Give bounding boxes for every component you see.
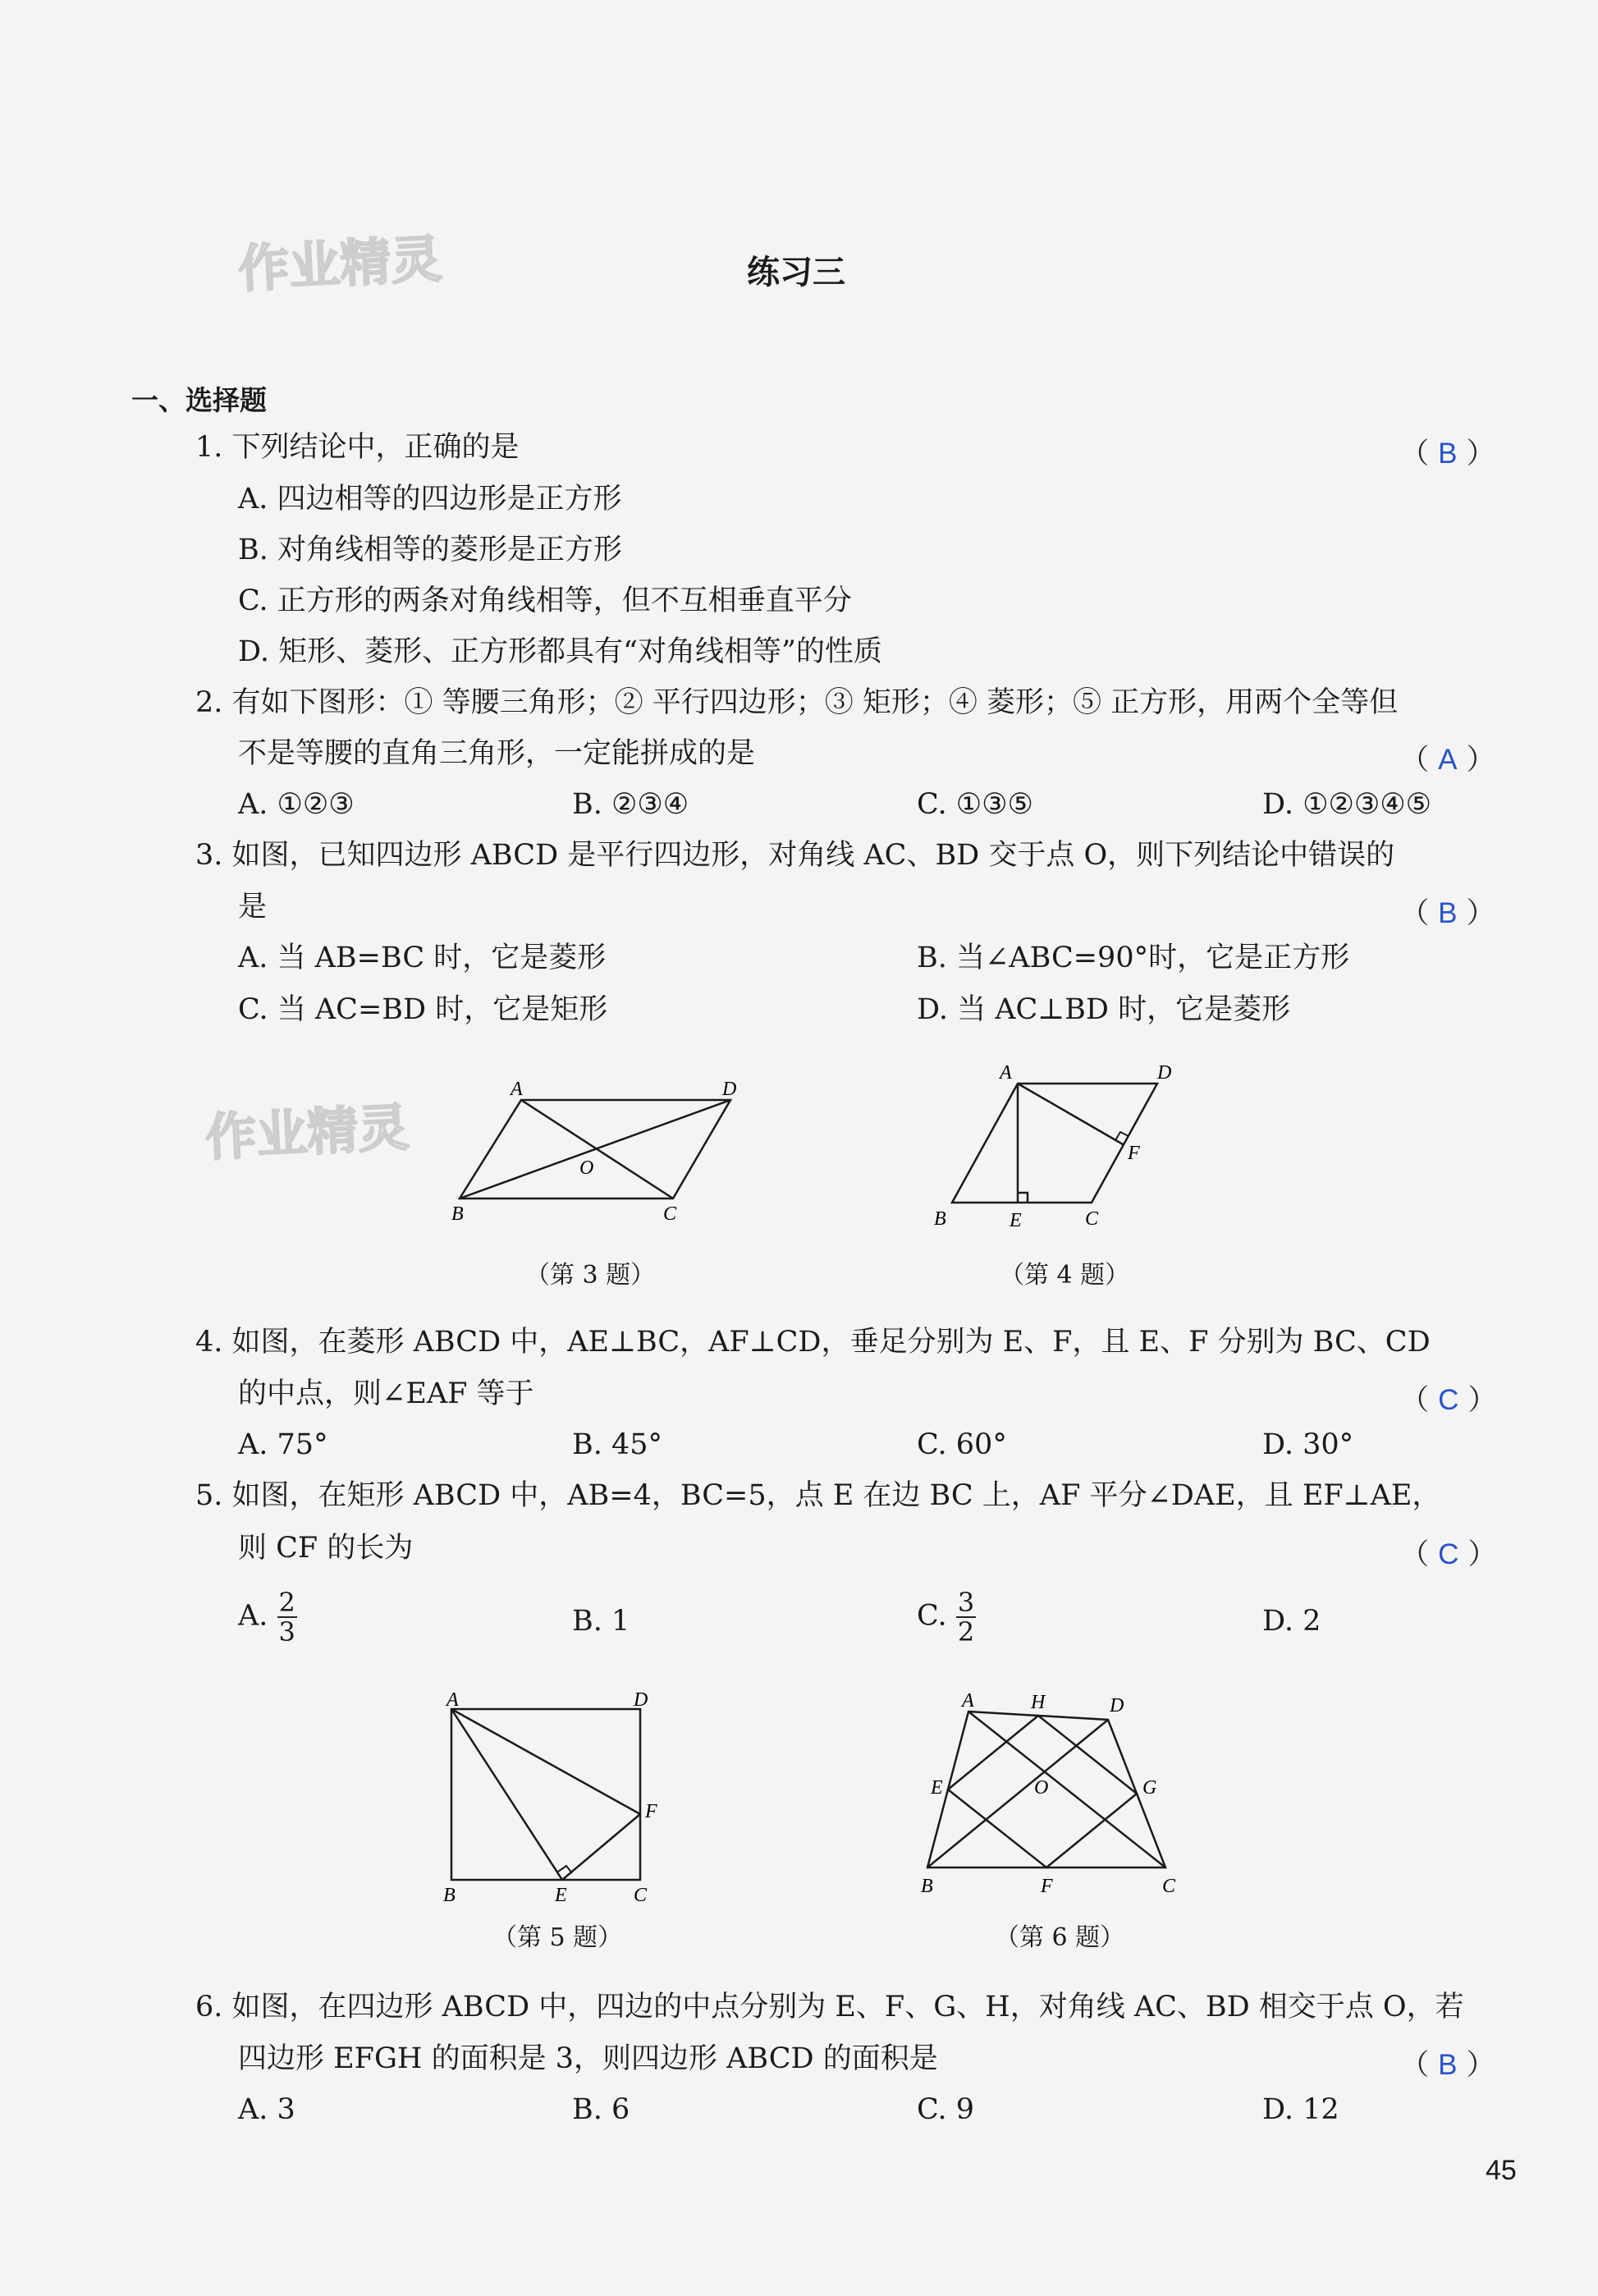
q1-option-c: C. 正方形的两条对角线相等，但不互相垂直平分 bbox=[238, 584, 852, 617]
label-d: D bbox=[634, 1691, 648, 1711]
q5-answer-box: （ C ） bbox=[1400, 1538, 1497, 1571]
q6-option-b: B. 6 bbox=[572, 2093, 630, 2126]
diagonal-bd bbox=[460, 1100, 730, 1198]
q3-option-c: C. 当 AC=BD 时，它是矩形 bbox=[238, 993, 608, 1026]
segment-af bbox=[451, 1709, 640, 1814]
q3-stem-line1: 3. 如图，已知四边形 ABCD 是平行四边形，对角线 AC、BD 交于点 O，则下列结论中错误的 bbox=[195, 839, 1395, 872]
q4-option-d: D. 30° bbox=[1262, 1428, 1354, 1461]
q2-option-b: B. ②③④ bbox=[572, 788, 689, 821]
q6-option-d: D. 12 bbox=[1262, 2093, 1339, 2126]
label-e: E bbox=[1010, 1210, 1022, 1231]
q5-option-a-label: A. bbox=[238, 1599, 268, 1633]
right-angle-mark-e bbox=[1018, 1193, 1028, 1203]
q4-stem-line1: 4. 如图，在菱形 ABCD 中，AE⊥BC，AF⊥CD，垂足分别为 E、F，且 E、F 分别为 BC、CD bbox=[195, 1326, 1431, 1359]
label-a: A bbox=[446, 1691, 459, 1711]
label-e: E bbox=[931, 1777, 943, 1799]
label-c: C bbox=[1162, 1876, 1176, 1897]
q6-option-c: C. 9 bbox=[917, 2093, 975, 2126]
label-h: H bbox=[1031, 1692, 1046, 1713]
q5-option-c-label: C. bbox=[917, 1599, 947, 1633]
figure-6-caption: （第 6 题） bbox=[995, 1923, 1125, 1952]
figure-5-rectangle bbox=[427, 1691, 689, 1904]
segment-ef bbox=[562, 1814, 640, 1880]
q1-answer: B bbox=[1438, 438, 1458, 470]
q5-answer: C bbox=[1438, 1538, 1459, 1570]
section-heading: 一、选择题 bbox=[131, 384, 267, 416]
figure-3-parallelogram bbox=[435, 1075, 763, 1231]
label-b: B bbox=[921, 1876, 933, 1897]
watermark: 作业精灵 bbox=[204, 1097, 411, 1168]
fraction bbox=[277, 1588, 297, 1646]
q6-answer: B bbox=[1438, 2049, 1458, 2081]
q3-answer-box: （ B ） bbox=[1400, 897, 1495, 930]
label-a: A bbox=[1000, 1062, 1012, 1084]
label-d: D bbox=[1110, 1695, 1124, 1716]
q3-option-b: B. 当∠ABC=90°时，它是正方形 bbox=[917, 942, 1350, 974]
q3-stem-line2: 是 bbox=[238, 891, 268, 923]
q4-option-c: C. 60° bbox=[917, 1428, 1007, 1461]
figure-5-caption: （第 5 题） bbox=[492, 1923, 623, 1952]
fraction-denominator: 2 bbox=[957, 1616, 975, 1648]
label-b: B bbox=[451, 1203, 464, 1225]
q4-stem-line2: 的中点，则∠EAF 等于 bbox=[238, 1377, 534, 1410]
q2-option-c: C. ①③⑤ bbox=[917, 788, 1033, 821]
page-title: 练习三 bbox=[747, 254, 845, 291]
q2-answer-box: （ A ） bbox=[1400, 744, 1495, 777]
q4-option-a: A. 75° bbox=[238, 1428, 328, 1461]
q4-answer-box: （ C ） bbox=[1400, 1384, 1497, 1417]
q3-option-a: A. 当 AB=BC 时，它是菱形 bbox=[238, 942, 607, 974]
q1-answer-box: （ B ） bbox=[1400, 438, 1495, 470]
label-f: F bbox=[1128, 1143, 1140, 1164]
label-b: B bbox=[443, 1885, 456, 1904]
q3-answer: B bbox=[1438, 897, 1458, 929]
q1-stem: 1. 下列结论中，正确的是 bbox=[195, 431, 520, 464]
q4-option-b: B. 45° bbox=[572, 1428, 663, 1461]
fraction-numerator: 3 bbox=[957, 1587, 975, 1618]
q1-option-d: D. 矩形、菱形、正方形都具有“对角线相等”的性质 bbox=[238, 635, 882, 668]
label-d: D bbox=[722, 1079, 737, 1100]
fraction-denominator: 3 bbox=[278, 1616, 295, 1648]
label-o: O bbox=[1034, 1777, 1049, 1799]
q5-option-b: B. 1 bbox=[572, 1605, 630, 1638]
figure-4-rhombus bbox=[927, 1059, 1182, 1240]
q6-answer-box: （ B ） bbox=[1400, 2049, 1495, 2082]
label-c: C bbox=[1085, 1208, 1099, 1230]
segment-ae bbox=[451, 1709, 562, 1880]
q5-option-c bbox=[917, 1588, 976, 1646]
figure-3-caption: （第 3 题） bbox=[525, 1261, 656, 1290]
page-number: 45 bbox=[1486, 2155, 1517, 2186]
watermark: 作业精灵 bbox=[236, 228, 444, 300]
q6-stem-line1: 6. 如图，在四边形 ABCD 中，四边的中点分别为 E、F、G、H，对角线 AC、BD 相交于点 O，若 bbox=[195, 1991, 1464, 2023]
label-c: C bbox=[634, 1885, 648, 1904]
q6-option-a: A. 3 bbox=[238, 2093, 295, 2126]
label-o: O bbox=[579, 1157, 594, 1179]
q2-option-a: A. ①②③ bbox=[238, 788, 355, 821]
label-e: E bbox=[555, 1885, 567, 1904]
label-a: A bbox=[511, 1079, 523, 1100]
q2-option-d: D. ①②③④⑤ bbox=[1262, 788, 1431, 821]
q1-option-a: A. 四边相等的四边形是正方形 bbox=[238, 483, 622, 516]
q5-stem-line2: 则 CF 的长为 bbox=[238, 1532, 414, 1565]
q6-stem-line2: 四边形 EFGH 的面积是 3，则四边形 ABCD 的面积是 bbox=[238, 2042, 938, 2075]
segment-af bbox=[1018, 1084, 1123, 1144]
figure-4-caption: （第 4 题） bbox=[1000, 1261, 1130, 1290]
fraction-numerator: 2 bbox=[278, 1587, 295, 1618]
label-d: D bbox=[1157, 1062, 1172, 1084]
q2-stem-line2: 不是等腰的直角三角形，一定能拼成的是 bbox=[238, 737, 756, 770]
label-c: C bbox=[663, 1203, 677, 1225]
label-g: G bbox=[1142, 1777, 1157, 1799]
q5-stem-line1: 5. 如图，在矩形 ABCD 中，AB=4，BC=5，点 E 在边 BC 上，AF 平分∠DAE，且 EF⊥AE， bbox=[195, 1479, 1441, 1512]
q1-option-b: B. 对角线相等的菱形是正方形 bbox=[238, 534, 622, 566]
fraction bbox=[956, 1588, 976, 1646]
q5-option-a bbox=[238, 1588, 297, 1646]
label-f: F bbox=[1041, 1876, 1053, 1897]
q4-answer: C bbox=[1438, 1384, 1459, 1416]
label-a: A bbox=[962, 1690, 974, 1712]
q2-answer: A bbox=[1438, 744, 1458, 776]
label-f: F bbox=[645, 1801, 657, 1822]
label-b: B bbox=[934, 1208, 946, 1230]
rhombus-abcd bbox=[952, 1084, 1157, 1203]
q5-option-d: D. 2 bbox=[1262, 1605, 1321, 1638]
q3-option-d: D. 当 AC⊥BD 时，它是菱形 bbox=[917, 993, 1291, 1026]
q2-stem-line1: 2. 有如下图形：① 等腰三角形；② 平行四边形；③ 矩形；④ 菱形；⑤ 正方形，用两个全等但 bbox=[195, 686, 1399, 719]
figure-6-quadrilateral bbox=[911, 1687, 1190, 1904]
